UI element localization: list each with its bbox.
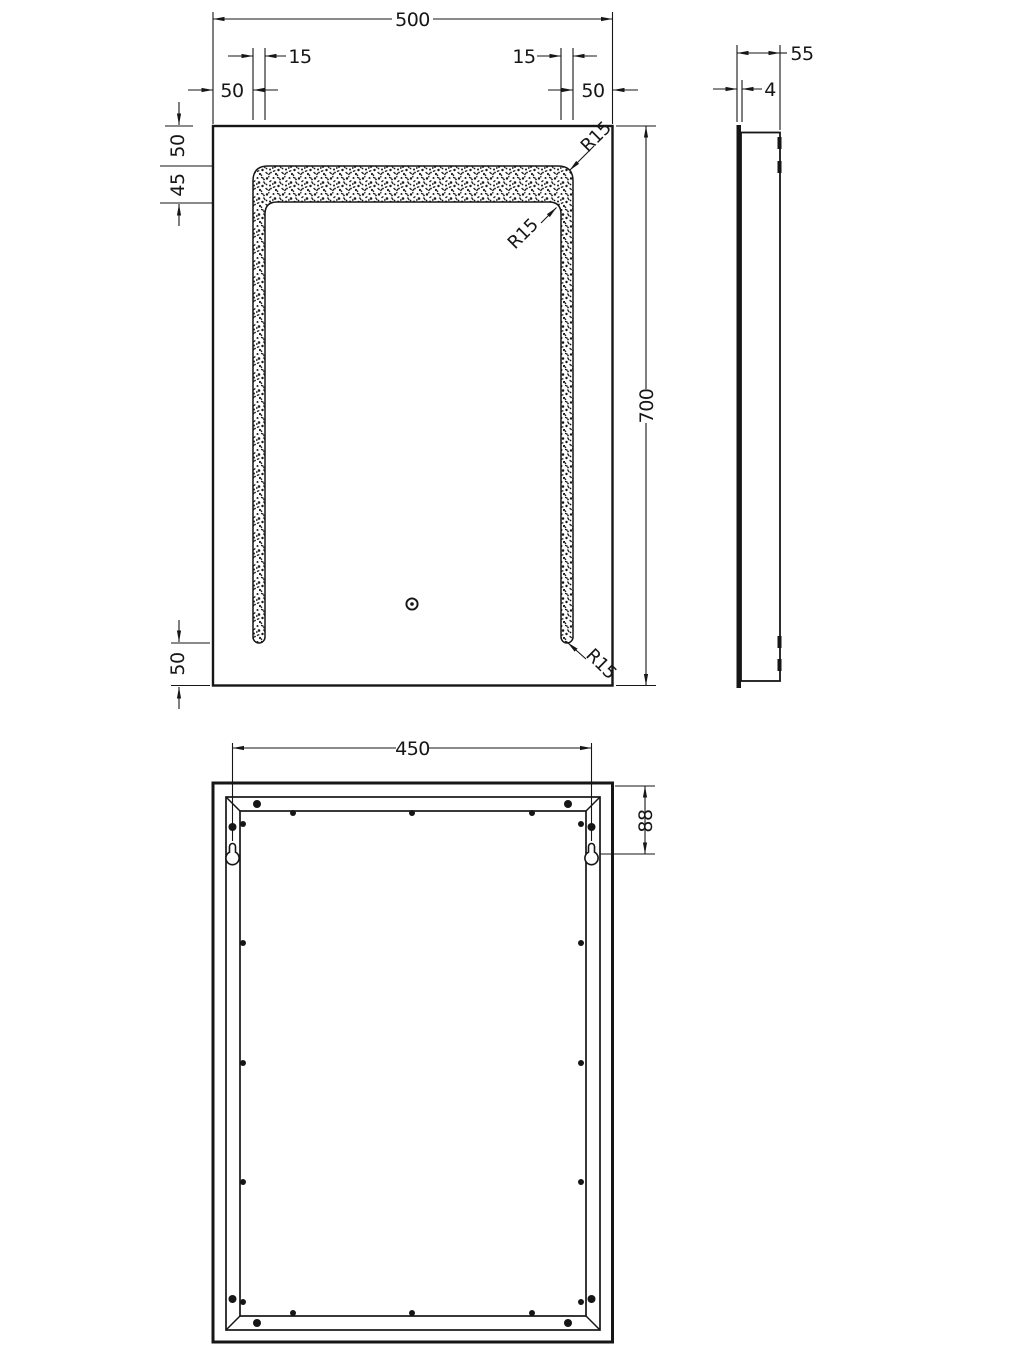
screw-dots [229,800,596,1327]
dim-depth-label: 55 [790,43,814,65]
dim-keyhole-spacing-label: 450 [395,738,430,760]
dim-left-strip-width-label: 15 [288,46,312,68]
back-dimension-lines [233,743,656,854]
mirror-outline [213,126,613,686]
dim-top-inset-label: 50 [167,134,189,158]
side-view [713,43,814,688]
mirror-glass-edge [737,125,742,688]
back-view [213,738,657,1342]
dim-overall-height-label: 700 [636,388,658,424]
back-frame-outer [226,797,600,1330]
keyhole-slot-left [226,844,239,865]
dim-overall-width-label: 500 [395,9,430,31]
dim-keyhole-offset-label: 88 [635,809,657,833]
frame-miter-corners [226,797,600,1330]
radius-inner-label: R15 [503,214,543,254]
dim-bottom-inset-label: 50 [167,652,189,676]
back-outline [213,783,613,1342]
dim-band-height-label: 45 [167,173,189,197]
dim-glass-thickness-label: 4 [764,79,776,101]
dim-left-strip-offset-label: 50 [220,80,244,102]
side-dimension-lines [713,45,787,130]
back-frame-inner [240,811,586,1316]
keyhole-slot-right [585,844,598,865]
radius-outer-label: R15 [576,117,616,157]
front-view [160,9,658,709]
front-dimension-lines [160,12,656,709]
dim-right-strip-offset-label: 50 [581,80,605,102]
side-body [741,133,780,682]
touch-sensor-icon [406,598,417,609]
dim-right-strip-width-label: 15 [512,46,536,68]
radius-bottom-label: R15 [581,644,621,684]
